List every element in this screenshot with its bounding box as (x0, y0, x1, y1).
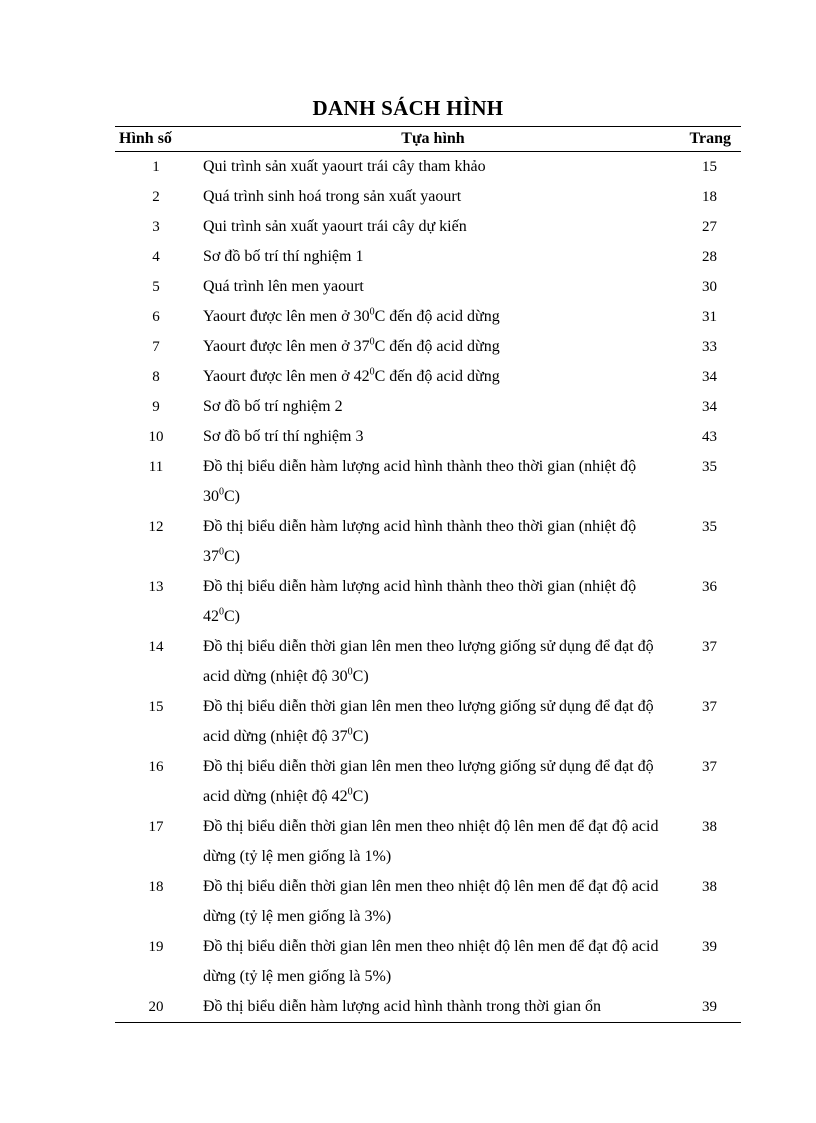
figure-page-number: 33 (702, 339, 717, 355)
figure-page-number: 34 (702, 369, 717, 385)
figure-number: 19 (148, 939, 164, 955)
figure-title-text-suffix: C) (224, 488, 240, 505)
figure-number: 3 (152, 219, 160, 235)
figure-number: 14 (148, 639, 164, 655)
figure-title: Quá trình sinh hoá trong sản xuất yaourt (203, 188, 462, 205)
header-figure-title: Tựa hình (199, 127, 667, 152)
table-row (115, 182, 741, 212)
figure-title: Đồ thị biểu diễn thời gian lên men theo nhiệt độ lên men để đạt độ acid dừng (tỷ lệ men giống là 1%) (203, 818, 659, 865)
figure-page-number: 37 (702, 639, 717, 655)
figure-title-text: Đồ thị biểu diễn hàm lượng acid hình thành theo thời gian (nhiệt độ 37 (203, 518, 637, 565)
figure-title (199, 332, 667, 362)
figure-title (199, 692, 667, 752)
figure-title (199, 362, 667, 392)
figure-number: 1 (152, 159, 160, 175)
figure-number: 7 (152, 339, 160, 355)
figure-list-table (115, 126, 741, 1023)
figure-page-number: 37 (702, 759, 717, 775)
degree-superscript: 0 (369, 306, 375, 318)
figure-page-number: 39 (667, 992, 741, 1023)
header-figure-number: Hình số (115, 127, 199, 152)
figure-title: Đồ thị biểu diễn thời gian lên men theo nhiệt độ lên men để đạt độ acid dừng (tỷ lệ men giống là 5%) (203, 938, 659, 985)
table-row (115, 872, 741, 932)
figure-page-number: 31 (702, 309, 717, 325)
figure-title (199, 512, 667, 572)
table-row (115, 752, 741, 812)
figure-title-text-suffix: C đến độ acid dừng (374, 338, 500, 355)
figure-title (199, 452, 667, 512)
figure-number: 4 (152, 249, 160, 265)
figure-number: 2 (152, 189, 160, 205)
figure-title: Đồ thị biểu diễn hàm lượng acid hình thành trong thời gian ổn (199, 992, 667, 1023)
figure-title-text: Yaourt được lên men ở 37 (203, 338, 370, 355)
figure-page-number: 35 (702, 519, 717, 535)
degree-superscript: 0 (219, 486, 224, 498)
degree-superscript: 0 (219, 546, 224, 558)
degree-superscript: 0 (369, 336, 375, 348)
figure-page-number: 35 (702, 459, 717, 475)
table-row (115, 572, 741, 632)
figure-title-text-suffix: C) (224, 548, 240, 565)
table-row (115, 992, 741, 1023)
figure-title (199, 752, 667, 812)
figure-number: 11 (148, 459, 164, 475)
figure-title: Sơ đồ bố trí thí nghiệm 1 (203, 248, 364, 265)
degree-superscript: 0 (347, 786, 353, 798)
table-header-row (115, 127, 741, 152)
table-row (115, 632, 741, 692)
figure-title-text-suffix: C đến độ acid dừng (374, 368, 500, 385)
figure-number: 20 (115, 992, 199, 1023)
figure-page-number: 30 (702, 279, 717, 295)
figure-number: 6 (152, 309, 160, 325)
figure-page-number: 15 (702, 159, 717, 175)
figure-title (199, 302, 667, 332)
figure-page-number: 37 (702, 699, 717, 715)
figure-title: Quá trình lên men yaourt (203, 278, 364, 295)
figure-page-number: 39 (702, 939, 717, 955)
figure-number: 9 (152, 399, 160, 415)
figure-title: Sơ đồ bố trí thí nghiệm 3 (203, 428, 364, 445)
table-row (115, 212, 741, 242)
figure-page-number: 27 (702, 219, 717, 235)
figure-title-text: Yaourt được lên men ở 30 (203, 308, 370, 325)
figure-page-number: 36 (702, 579, 717, 595)
table-row (115, 932, 741, 992)
figure-title: Đồ thị biểu diễn thời gian lên men theo nhiệt độ lên men để đạt độ acid dừng (tỷ lệ men giống là 3%) (203, 878, 659, 925)
figure-title-text-suffix: C) (352, 728, 369, 745)
figure-title (199, 632, 667, 692)
table-row (115, 422, 741, 452)
table-row (115, 692, 741, 752)
figure-number: 17 (148, 819, 164, 835)
figure-number: 15 (148, 699, 164, 715)
table-row (115, 452, 741, 512)
figure-number: 12 (148, 519, 164, 535)
degree-superscript: 0 (219, 606, 224, 618)
table-row (115, 332, 741, 362)
figure-page-number: 43 (702, 429, 717, 445)
table-row (115, 512, 741, 572)
page-title: DANH SÁCH HÌNH (312, 96, 504, 120)
figure-title-text: Đồ thị biểu diễn hàm lượng acid hình thành theo thời gian (nhiệt độ 30 (203, 458, 637, 505)
table-row (115, 272, 741, 302)
table-row (115, 152, 741, 183)
table-row (115, 392, 741, 422)
figure-title-text-suffix: C) (224, 608, 240, 625)
figure-title: Qui trình sản xuất yaourt trái cây dự kiến (203, 218, 467, 235)
figure-number: 10 (148, 429, 164, 445)
degree-superscript: 0 (369, 366, 375, 378)
figure-page-number: 38 (702, 879, 717, 895)
figure-title-text-suffix: C) (352, 668, 369, 685)
figure-title-text-suffix: C) (352, 788, 369, 805)
figure-title: Qui trình sản xuất yaourt trái cây tham khảo (203, 158, 486, 175)
figure-number: 13 (148, 579, 164, 595)
figure-page-number: 38 (702, 819, 717, 835)
figure-page-number: 18 (702, 189, 717, 205)
figure-title-text: Yaourt được lên men ở 42 (203, 368, 370, 385)
table-row (115, 362, 741, 392)
degree-superscript: 0 (347, 666, 353, 678)
degree-superscript: 0 (347, 726, 353, 738)
figure-title-text-suffix: C đến độ acid dừng (374, 308, 500, 325)
header-page: Trang (667, 127, 741, 152)
figure-title: Sơ đồ bố trí nghiệm 2 (203, 398, 343, 415)
figure-number: 8 (152, 369, 160, 385)
figure-number: 5 (152, 279, 160, 295)
table-row (115, 302, 741, 332)
figure-title-text: Đồ thị biểu diễn thời gian lên men theo lượng giống sử dụng để đạt độ acid dừng (nhiệt độ 30 (203, 638, 654, 685)
table-row (115, 812, 741, 872)
figure-title-text: Đồ thị biểu diễn thời gian lên men theo lượng giống sử dụng để đạt độ acid dừng (nhiệt độ 37 (203, 698, 654, 745)
figure-page-number: 34 (702, 399, 717, 415)
table-row (115, 242, 741, 272)
figure-title-text: Đồ thị biểu diễn hàm lượng acid hình thành theo thời gian (nhiệt độ 42 (203, 578, 637, 625)
figure-title (199, 572, 667, 632)
figure-page-number: 28 (702, 249, 717, 265)
figure-number: 18 (148, 879, 164, 895)
figure-number: 16 (148, 759, 164, 775)
figure-title-text: Đồ thị biểu diễn thời gian lên men theo lượng giống sử dụng để đạt độ acid dừng (nhiệt độ 42 (203, 758, 654, 805)
